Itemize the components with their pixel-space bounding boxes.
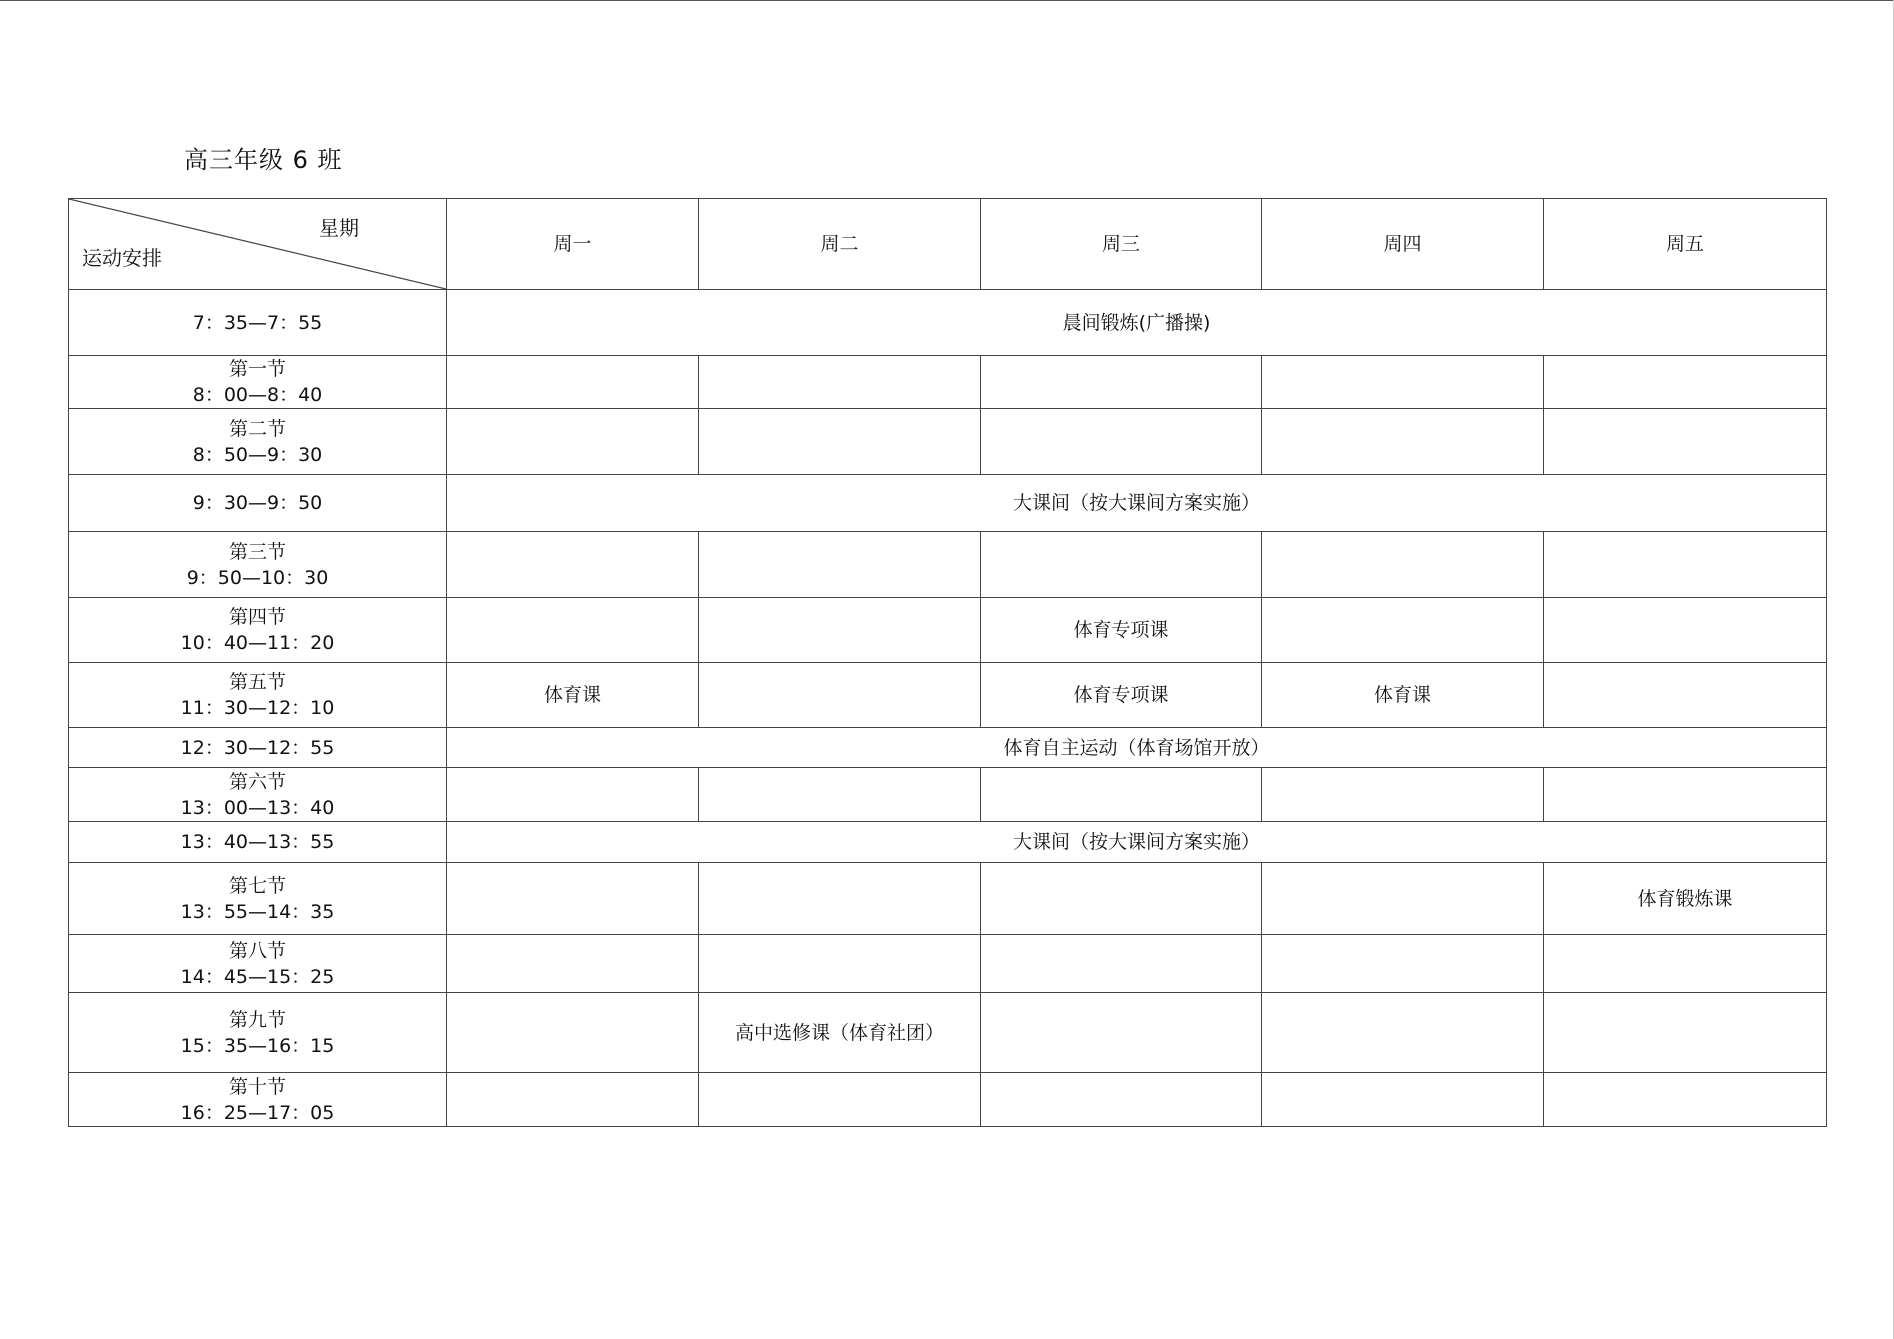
period-name: 第二节 — [228, 417, 286, 440]
time-range: 8：00—8：40 — [192, 384, 323, 406]
schedule-cell — [1544, 409, 1827, 475]
schedule-cell — [1262, 863, 1544, 935]
schedule-row-morning-exercise — [69, 290, 1827, 356]
schedule-cell — [1262, 935, 1544, 993]
time-range: 7：35—7：55 — [192, 311, 323, 334]
period-name: 第一节 — [228, 358, 286, 380]
time-range: 9：50—10：30 — [186, 566, 329, 589]
time-cell — [69, 728, 447, 768]
period-name: 第六节 — [228, 770, 286, 793]
schedule-cell — [981, 409, 1262, 475]
schedule-cell — [981, 1073, 1262, 1127]
schedule-row-period-5 — [69, 663, 1827, 728]
schedule-cell — [699, 863, 981, 935]
schedule-cell — [699, 409, 981, 475]
activity-span-cell: 晨间锻炼(广播操) — [447, 290, 1827, 356]
schedule-cell — [699, 532, 981, 598]
schedule-row-period-8 — [69, 935, 1827, 993]
time-range: 12：30—12：55 — [180, 736, 335, 759]
schedule-row-big-break-morning — [69, 475, 1827, 532]
schedule-cell — [1262, 993, 1544, 1073]
schedule-cell — [447, 598, 699, 663]
period-name: 第三节 — [228, 540, 286, 563]
period-cell — [69, 768, 447, 822]
period-cell — [69, 863, 447, 935]
period-cell — [69, 409, 447, 475]
schedule-cell — [699, 356, 981, 409]
schedule-cell — [981, 863, 1262, 935]
schedule-cell — [699, 663, 981, 728]
schedule-row-free-sports — [69, 728, 1827, 768]
schedule-cell — [1544, 993, 1827, 1073]
time-range: 13：40—13：55 — [180, 831, 335, 853]
time-range: 11：30—12：10 — [180, 697, 335, 719]
activity-span-cell: 大课间（按大课间方案实施） — [447, 822, 1827, 863]
schedule-row-big-break-afternoon — [69, 822, 1827, 863]
time-range: 13：00—13：40 — [180, 796, 335, 819]
schedule-cell — [1544, 935, 1827, 993]
schedule-cell — [1544, 1073, 1827, 1127]
schedule-cell — [447, 1073, 699, 1127]
schedule-cell — [699, 935, 981, 993]
time-cell — [69, 475, 447, 532]
time-range: 10：40—11：20 — [180, 632, 335, 654]
schedule-cell: 体育专项课 — [981, 598, 1262, 663]
period-name: 第四节 — [228, 606, 286, 628]
schedule-cell — [1544, 356, 1827, 409]
time-range: 14：45—15：25 — [180, 965, 335, 988]
schedule-cell: 体育锻炼课 — [1544, 863, 1827, 935]
schedule-cell — [1262, 356, 1544, 409]
schedule-cell: 高中选修课（体育社团） — [699, 993, 981, 1073]
period-name: 第十节 — [228, 1075, 286, 1098]
schedule-cell: 体育课 — [1262, 663, 1544, 728]
schedule-cell — [447, 409, 699, 475]
schedule-cell — [1544, 598, 1827, 663]
schedule-cell — [1262, 1073, 1544, 1127]
corner-header-cell — [69, 199, 447, 290]
period-name: 第七节 — [228, 874, 286, 897]
schedule-cell — [981, 532, 1262, 598]
time-range: 15：35—16：15 — [180, 1034, 335, 1057]
schedule-cell — [447, 863, 699, 935]
day-header-friday: 周五 — [1544, 199, 1827, 290]
schedule-cell — [447, 532, 699, 598]
corner-label-sport-arrangement: 运动安排 — [82, 246, 162, 270]
schedule-cell — [447, 935, 699, 993]
schedule-row-period-10 — [69, 1073, 1827, 1127]
sports-schedule-table — [68, 198, 1827, 1127]
period-name: 第八节 — [228, 939, 286, 962]
day-header-tuesday: 周二 — [699, 199, 981, 290]
time-range: 9：30—9：50 — [192, 492, 323, 514]
schedule-row-period-2 — [69, 409, 1827, 475]
period-cell — [69, 993, 447, 1073]
class-title: 高三年级 6 班 — [184, 146, 343, 174]
schedule-row-period-1 — [69, 356, 1827, 409]
schedule-cell — [981, 356, 1262, 409]
period-cell — [69, 356, 447, 409]
day-header-thursday: 周四 — [1262, 199, 1544, 290]
schedule-cell — [1262, 598, 1544, 663]
day-header-wednesday: 周三 — [981, 199, 1262, 290]
schedule-cell: 体育课 — [447, 663, 699, 728]
schedule-cell — [1262, 409, 1544, 475]
schedule-cell: 体育专项课 — [981, 663, 1262, 728]
activity-span-cell: 体育自主运动（体育场馆开放） — [447, 728, 1827, 768]
period-cell — [69, 935, 447, 993]
time-range: 8：50—9：30 — [192, 443, 323, 466]
schedule-cell — [981, 768, 1262, 822]
time-cell — [69, 822, 447, 863]
schedule-row-period-6 — [69, 768, 1827, 822]
day-header-monday: 周一 — [447, 199, 699, 290]
time-range: 13：55—14：35 — [180, 900, 335, 923]
period-cell — [69, 532, 447, 598]
schedule-cell — [1544, 532, 1827, 598]
schedule-cell — [447, 993, 699, 1073]
schedule-row-period-3 — [69, 532, 1827, 598]
diagonal-divider — [69, 199, 446, 289]
schedule-row-period-9 — [69, 993, 1827, 1073]
activity-span-cell: 大课间（按大课间方案实施） — [447, 475, 1827, 532]
period-cell — [69, 598, 447, 663]
schedule-row-period-7 — [69, 863, 1827, 935]
schedule-cell — [699, 768, 981, 822]
schedule-cell — [447, 356, 699, 409]
schedule-cell — [981, 935, 1262, 993]
header-row — [69, 199, 1827, 290]
schedule-cell — [981, 993, 1262, 1073]
schedule-cell — [447, 768, 699, 822]
schedule-cell — [699, 1073, 981, 1127]
schedule-cell — [1544, 663, 1827, 728]
schedule-cell — [1262, 532, 1544, 598]
period-name: 第五节 — [228, 671, 286, 693]
schedule-row-period-4 — [69, 598, 1827, 663]
page-top-border — [0, 0, 1894, 1]
schedule-cell — [1262, 768, 1544, 822]
period-name: 第九节 — [228, 1008, 286, 1031]
schedule-cell — [1544, 768, 1827, 822]
corner-label-weekday: 星期 — [319, 216, 359, 240]
time-cell — [69, 290, 447, 356]
schedule-cell — [699, 598, 981, 663]
time-range: 16：25—17：05 — [180, 1101, 335, 1124]
period-cell — [69, 1073, 447, 1127]
period-cell — [69, 663, 447, 728]
